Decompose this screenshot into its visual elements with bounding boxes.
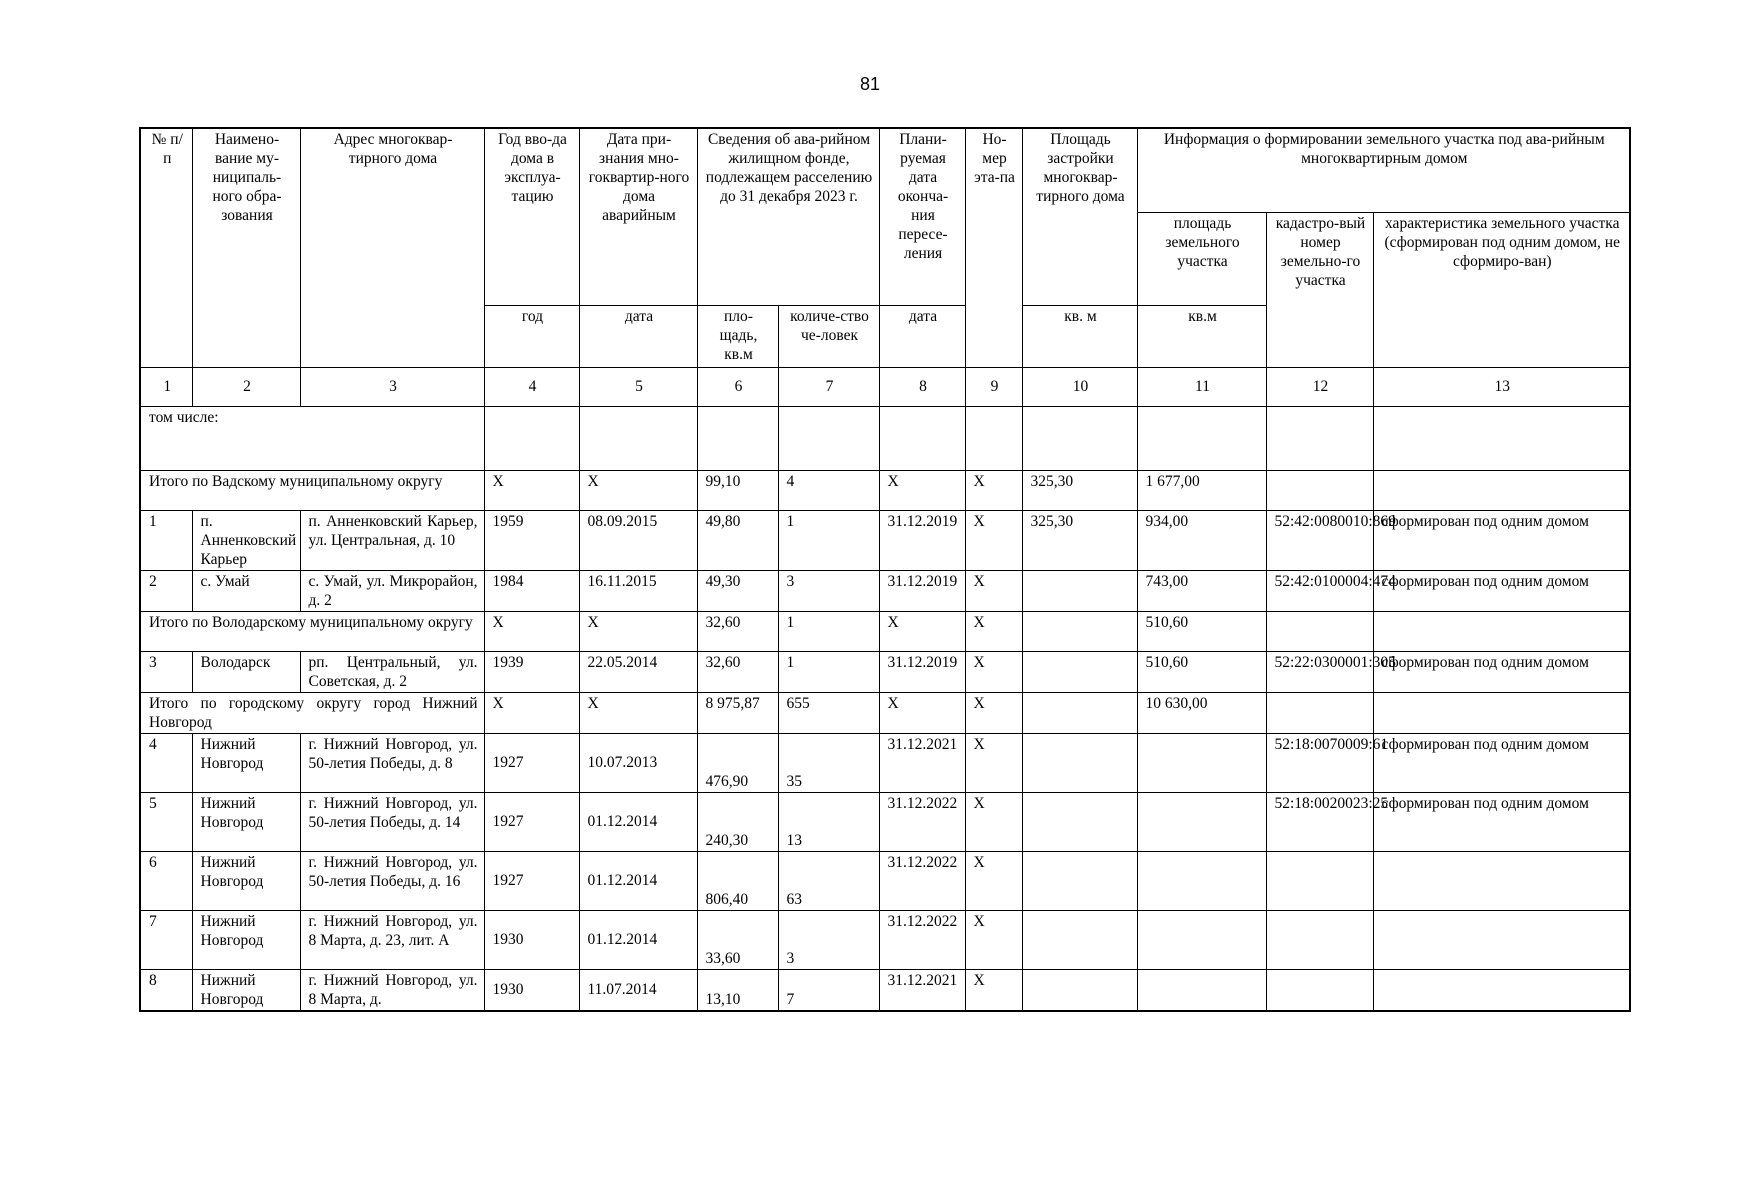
col-number-cell: 13 (1373, 367, 1630, 406)
cadastre-number: 52:42:0080010:869 (1266, 510, 1373, 570)
municipality-name: Нижний Новгород (192, 792, 300, 851)
group-total-c8: X (879, 692, 965, 733)
emergency-area: 49,80 (697, 510, 778, 570)
building-area (1022, 910, 1137, 969)
empty-cell (1266, 470, 1373, 510)
commission-year: 1930 (484, 910, 579, 969)
row-number: 8 (140, 969, 192, 1011)
row-number: 1 (140, 510, 192, 570)
planned-date: 31.12.2021 (879, 969, 965, 1011)
col-number-cell: 12 (1266, 367, 1373, 406)
commission-year: 1930 (484, 969, 579, 1011)
group-total-c9: X (965, 611, 1022, 651)
emergency-area: 13,10 (697, 969, 778, 1011)
planned-date: 31.12.2022 (879, 851, 965, 910)
land-area (1137, 792, 1266, 851)
people-count: 1 (778, 651, 879, 692)
group-total-c11: 510,60 (1137, 611, 1266, 651)
empty-cell (1022, 406, 1137, 470)
group-total-c4: X (484, 470, 579, 510)
cadastre-number (1266, 910, 1373, 969)
municipality-name: Нижний Новгород (192, 969, 300, 1011)
group-total-c9: X (965, 470, 1022, 510)
stage-number: X (965, 570, 1022, 611)
group-total-c7: 655 (778, 692, 879, 733)
house-address: г. Нижний Новгород, ул. 50-летия Победы, д. 16 (300, 851, 484, 910)
people-count: 3 (778, 910, 879, 969)
commission-year: 1984 (484, 570, 579, 611)
land-area (1137, 910, 1266, 969)
empty-cell (1137, 406, 1266, 470)
table-row (140, 969, 1630, 1011)
header-col-planned-date: Плани-руемая дата оконча-ния пересе-ления (879, 128, 965, 305)
header-col-number: № п/п (140, 128, 192, 367)
empty-cell (1373, 470, 1630, 510)
recognition-date: 10.07.2013 (579, 733, 697, 792)
header-unit-date: дата (579, 305, 697, 367)
municipality-name: Нижний Новгород (192, 851, 300, 910)
land-area (1137, 851, 1266, 910)
recognition-date: 22.05.2014 (579, 651, 697, 692)
stage-number: X (965, 851, 1022, 910)
land-kind: сформирован под одним домом (1373, 651, 1630, 692)
group-total-row (140, 470, 1630, 510)
house-address: г. Нижний Новгород, ул. 8 Марта, д. 23, лит. А (300, 910, 484, 969)
people-count: 63 (778, 851, 879, 910)
building-area (1022, 570, 1137, 611)
row-number: 4 (140, 733, 192, 792)
commission-year: 1959 (484, 510, 579, 570)
recognition-date: 16.11.2015 (579, 570, 697, 611)
group-total-c6: 32,60 (697, 611, 778, 651)
land-area (1137, 969, 1266, 1011)
recognition-date: 01.12.2014 (579, 910, 697, 969)
empty-cell (1266, 692, 1373, 733)
cadastre-number (1266, 969, 1373, 1011)
col-number-cell: 6 (697, 367, 778, 406)
municipality-name: с. Умай (192, 570, 300, 611)
section-label-row (140, 406, 1630, 470)
people-count: 7 (778, 969, 879, 1011)
table-row (140, 910, 1630, 969)
header-unit-land-area: кв.м (1137, 305, 1266, 367)
group-total-c10 (1022, 692, 1137, 733)
land-area: 510,60 (1137, 651, 1266, 692)
empty-cell (778, 406, 879, 470)
header-col-cadastre: кадастро-вый номер земельно-го участка (1266, 212, 1373, 367)
building-area (1022, 792, 1137, 851)
commission-year: 1927 (484, 851, 579, 910)
stage-number: X (965, 910, 1022, 969)
empty-cell (1373, 406, 1630, 470)
land-area: 743,00 (1137, 570, 1266, 611)
land-kind: сформирован под одним домом (1373, 570, 1630, 611)
emergency-area: 240,30 (697, 792, 778, 851)
recognition-date: 01.12.2014 (579, 792, 697, 851)
stage-number: X (965, 969, 1022, 1011)
commission-year: 1927 (484, 792, 579, 851)
house-address: п. Анненковский Карьер, ул. Центральная, д. 10 (300, 510, 484, 570)
land-area: 934,00 (1137, 510, 1266, 570)
building-area: 325,30 (1022, 510, 1137, 570)
municipality-name: п. Анненковский Карьер (192, 510, 300, 570)
emergency-area: 806,40 (697, 851, 778, 910)
empty-cell (697, 406, 778, 470)
planned-date: 31.12.2021 (879, 733, 965, 792)
col-number-cell: 5 (579, 367, 697, 406)
group-total-label: Итого по городскому округу город Нижний Новгород (140, 692, 484, 733)
group-total-c8: X (879, 470, 965, 510)
col-number-cell: 7 (778, 367, 879, 406)
municipality-name: Нижний Новгород (192, 733, 300, 792)
group-total-label: Итого по Володарскому муниципальному округу (140, 611, 484, 651)
emergency-housing-table (139, 127, 1631, 1012)
group-total-c4: X (484, 611, 579, 651)
stage-number: X (965, 651, 1022, 692)
house-address: г. Нижний Новгород, ул. 50-летия Победы, д. 14 (300, 792, 484, 851)
group-total-c7: 1 (778, 611, 879, 651)
empty-cell (1373, 611, 1630, 651)
row-number: 7 (140, 910, 192, 969)
section-label: том числе: (140, 406, 484, 470)
page-number: 81 (859, 74, 881, 94)
group-total-row (140, 611, 1630, 651)
empty-cell (1266, 406, 1373, 470)
group-total-c5: X (579, 611, 697, 651)
header-col-municipality: Наимено-вание му-ниципаль-ного обра-зования (192, 128, 300, 367)
planned-date: 31.12.2022 (879, 792, 965, 851)
building-area (1022, 651, 1137, 692)
header-col-building-area: Площадь застройки многоквар-тирного дома (1022, 128, 1137, 305)
emergency-area: 476,90 (697, 733, 778, 792)
group-total-c6: 99,10 (697, 470, 778, 510)
row-number: 6 (140, 851, 192, 910)
header-col-address: Адрес многоквар-тирного дома (300, 128, 484, 367)
header-col-land-area: площадь земельного участка (1137, 212, 1266, 305)
recognition-date: 01.12.2014 (579, 851, 697, 910)
cadastre-number: 52:18:0070009:61 (1266, 733, 1373, 792)
stage-number: X (965, 510, 1022, 570)
row-number: 5 (140, 792, 192, 851)
group-total-c7: 4 (778, 470, 879, 510)
col-number-cell: 10 (1022, 367, 1137, 406)
group-total-c9: X (965, 692, 1022, 733)
header-unit-planned-date: дата (879, 305, 965, 367)
emergency-area: 33,60 (697, 910, 778, 969)
house-address: г. Нижний Новгород, ул. 50-летия Победы, д. 8 (300, 733, 484, 792)
empty-cell (1373, 692, 1630, 733)
emergency-area: 49,30 (697, 570, 778, 611)
municipality-name: Володарск (192, 651, 300, 692)
header-col-emergency-fund: Сведения об ава-рийном жилищном фонде, подлежащем расселению до 31 декабря 2023 г. (697, 128, 879, 305)
empty-cell (965, 406, 1022, 470)
group-total-c10 (1022, 611, 1137, 651)
commission-year: 1927 (484, 733, 579, 792)
people-count: 3 (778, 570, 879, 611)
cadastre-number: 52:42:0100004:474 (1266, 570, 1373, 611)
empty-cell (484, 406, 579, 470)
house-address: с. Умай, ул. Микрорайон, д. 2 (300, 570, 484, 611)
land-kind: сформирован под одним домом (1373, 733, 1630, 792)
group-total-c10: 325,30 (1022, 470, 1137, 510)
land-kind: сформирован под одним домом (1373, 510, 1630, 570)
house-address: г. Нижний Новгород, ул. 8 Марта, д. (300, 969, 484, 1011)
table-row (140, 733, 1630, 792)
stage-number: X (965, 792, 1022, 851)
group-total-c11: 1 677,00 (1137, 470, 1266, 510)
group-total-c8: X (879, 611, 965, 651)
table-row (140, 570, 1630, 611)
recognition-date: 11.07.2014 (579, 969, 697, 1011)
header-unit-area: пло-щадь, кв.м (697, 305, 778, 367)
empty-cell (1266, 611, 1373, 651)
planned-date: 31.12.2019 (879, 651, 965, 692)
header-col-year: Год вво-да дома в эксплуа-тацию (484, 128, 579, 305)
table-row (140, 792, 1630, 851)
planned-date: 31.12.2019 (879, 510, 965, 570)
building-area (1022, 969, 1137, 1011)
header-unit-year: год (484, 305, 579, 367)
table-row (140, 510, 1630, 570)
building-area (1022, 851, 1137, 910)
cadastre-number: 52:22:0300001:305 (1266, 651, 1373, 692)
table-row (140, 851, 1630, 910)
land-kind: сформирован под одним домом (1373, 792, 1630, 851)
land-area (1137, 733, 1266, 792)
header-unit-people: количе-ство че-ловек (778, 305, 879, 367)
empty-cell (579, 406, 697, 470)
row-number: 3 (140, 651, 192, 692)
building-area (1022, 733, 1137, 792)
header-col-land-info: Информация о формировании земельного участка под ава-рийным многоквартирным домом (1137, 128, 1630, 212)
group-total-row (140, 692, 1630, 733)
row-number: 2 (140, 570, 192, 611)
house-address: рп. Центральный, ул. Советская, д. 2 (300, 651, 484, 692)
commission-year: 1939 (484, 651, 579, 692)
people-count: 13 (778, 792, 879, 851)
cadastre-number: 52:18:0020023:25 (1266, 792, 1373, 851)
recognition-date: 08.09.2015 (579, 510, 697, 570)
group-total-label: Итого по Вадскому муниципальному округу (140, 470, 484, 510)
empty-cell (879, 406, 965, 470)
header-col-land-kind: характеристика земельного участка (сформирован под одним домом, не сформиро-ван) (1373, 212, 1630, 367)
stage-number: X (965, 733, 1022, 792)
group-total-c5: X (579, 692, 697, 733)
col-number-cell: 8 (879, 367, 965, 406)
group-total-c5: X (579, 470, 697, 510)
planned-date: 31.12.2019 (879, 570, 965, 611)
emergency-area: 32,60 (697, 651, 778, 692)
header-unit-building-area: кв. м (1022, 305, 1137, 367)
planned-date: 31.12.2022 (879, 910, 965, 969)
col-number-cell: 1 (140, 367, 192, 406)
col-number-cell: 4 (484, 367, 579, 406)
land-kind (1373, 851, 1630, 910)
land-kind (1373, 969, 1630, 1011)
cadastre-number (1266, 851, 1373, 910)
land-kind (1373, 910, 1630, 969)
municipality-name: Нижний Новгород (192, 910, 300, 969)
header-col-recognition-date: Дата при-знания мно-гоквартир-ного дома аварийным (579, 128, 697, 305)
people-count: 35 (778, 733, 879, 792)
group-total-c11: 10 630,00 (1137, 692, 1266, 733)
table-row (140, 651, 1630, 692)
col-number-cell: 11 (1137, 367, 1266, 406)
col-number-cell: 2 (192, 367, 300, 406)
header-col-stage: Но-мер эта-па (965, 128, 1022, 367)
group-total-c4: X (484, 692, 579, 733)
col-number-cell: 3 (300, 367, 484, 406)
people-count: 1 (778, 510, 879, 570)
col-number-cell: 9 (965, 367, 1022, 406)
group-total-c6: 8 975,87 (697, 692, 778, 733)
